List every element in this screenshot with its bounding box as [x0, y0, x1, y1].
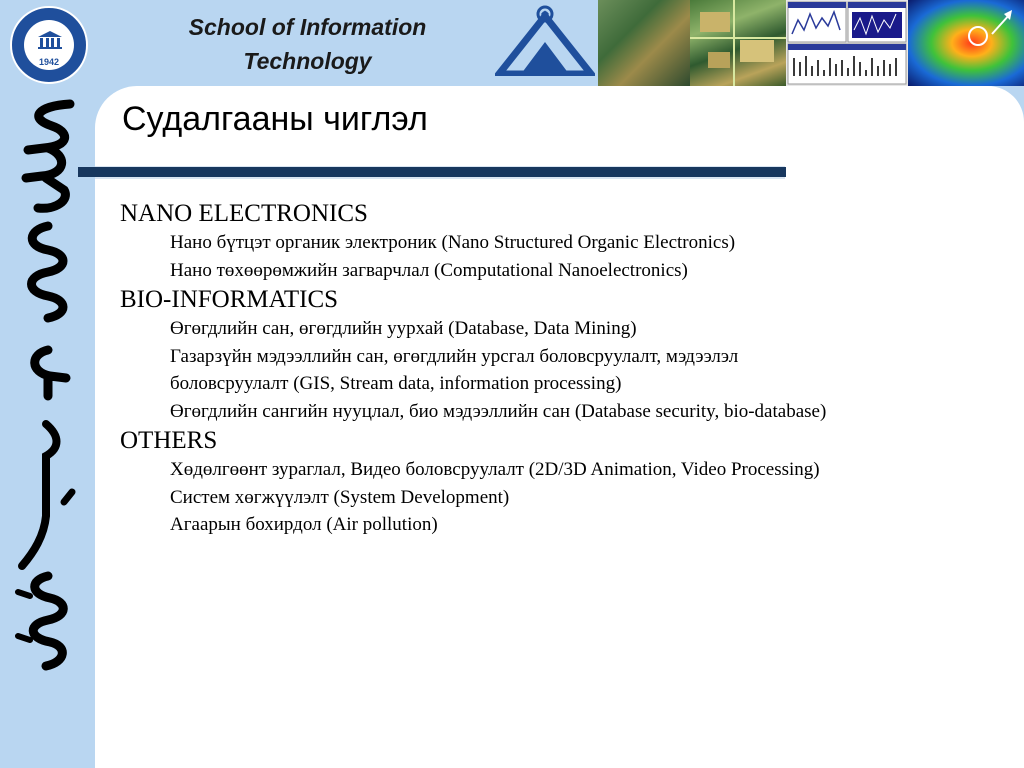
- list-item: Өгөгдлийн сан, өгөгдлийн уурхай (Database, Data Mining): [170, 318, 637, 339]
- university-seal-icon: [10, 6, 88, 84]
- software-screens-photo: [786, 0, 908, 86]
- section-nano-electronics: [120, 198, 1000, 284]
- slide-title: Судалгааны чиглэл: [122, 100, 428, 138]
- building-icon: [37, 30, 63, 50]
- section-heading: BIO-INFORMATICS: [120, 286, 339, 313]
- list-item: Нано бүтцэт органик электроник (Nano Structured Organic Electronics): [170, 232, 736, 253]
- list-item: Систем хөгжүүлэлт (System Development): [170, 486, 510, 508]
- chip-board-photo: [690, 0, 786, 86]
- left-band: [0, 0, 95, 768]
- logo-year: 1942: [38, 57, 60, 67]
- header-title-line2: Technology: [243, 48, 372, 74]
- section-heading: NANO ELECTRONICS: [120, 200, 368, 227]
- header-photo-strip: [598, 0, 1024, 86]
- list-item: Агаарын бохирдол (Air pollution): [170, 514, 438, 535]
- list-item: боловсруулалт (GIS, Stream data, information processing): [170, 373, 622, 394]
- school-triangle-logo-icon: [495, 2, 595, 76]
- list-item: Өгөгдлийн сангийн нууцлал, био мэдээллийн сан (Database security, bio-database): [170, 400, 827, 422]
- list-item: Хөдөлгөөнт зураглал, Видео боловсруулалт (2D/3D Animation, Video Processing): [170, 459, 820, 480]
- circuit-board-photo: [598, 0, 690, 86]
- list-item: Газарзүйн мэдээллийн сан, өгөгдлийн урсгал боловсруулалт, мэдээлэл: [170, 345, 739, 367]
- header-title-line1: School of Information: [188, 14, 427, 40]
- section-others: [120, 425, 1000, 539]
- header-title: [170, 10, 445, 78]
- section-heading: OTHERS: [120, 427, 218, 454]
- section-bio-informatics: [120, 284, 1000, 425]
- brain-scan-photo: [908, 0, 1024, 86]
- mongolian-script-decoration: [8, 96, 88, 676]
- title-underline-dark: [78, 167, 786, 177]
- list-item: Нано төхөөрөмжийн загварчлал (Computational Nanoelectronics): [170, 259, 688, 281]
- research-areas-list: [120, 198, 1000, 539]
